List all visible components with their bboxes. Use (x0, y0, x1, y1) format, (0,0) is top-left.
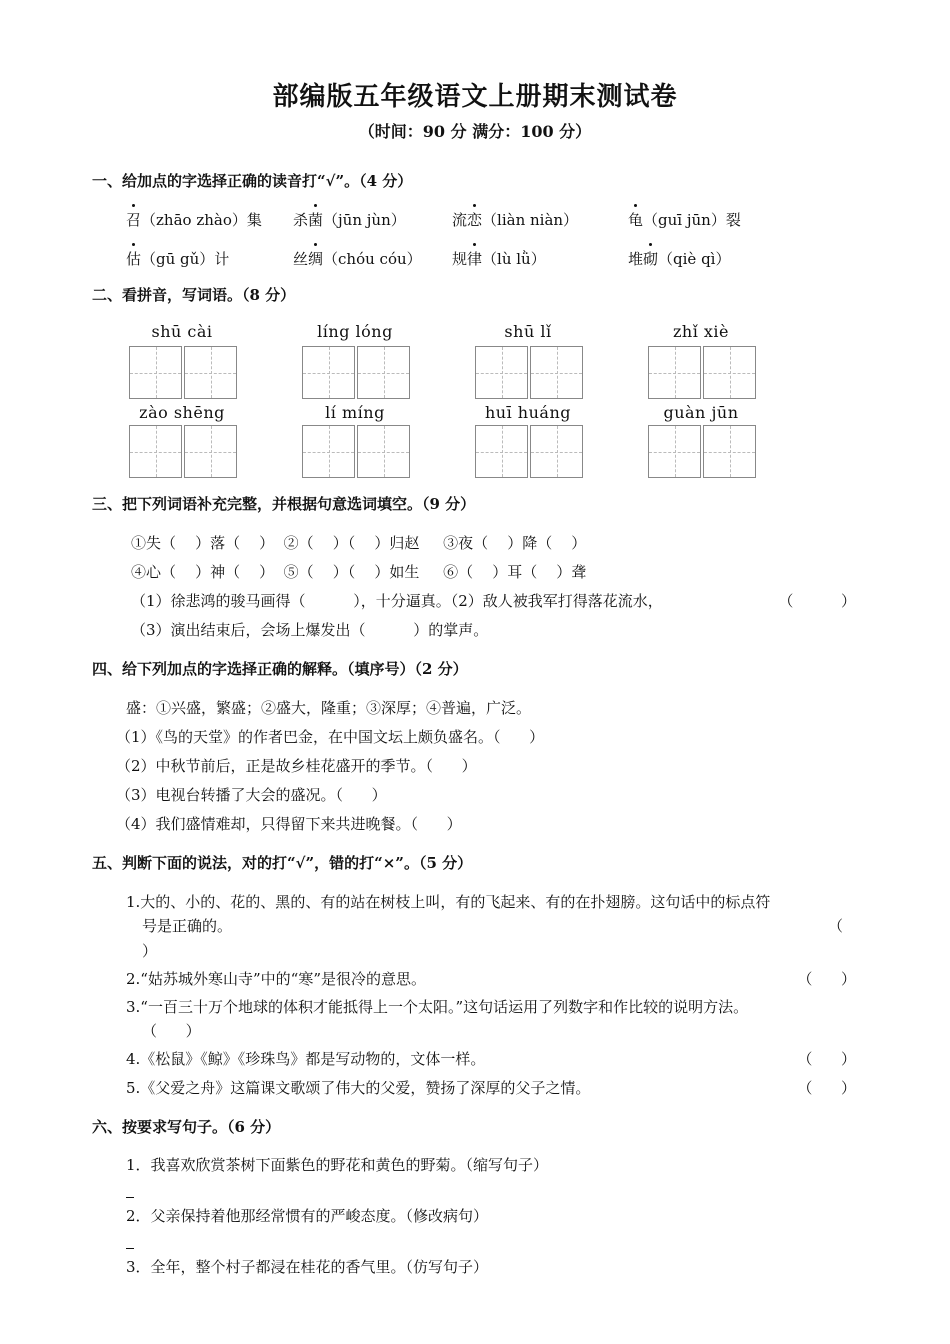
writing-box[interactable] (357, 346, 410, 399)
s3-line: ①失（ ）落（ ） ②（ ）（ ）归赵 ③夜（ ）降（ ） (131, 534, 587, 552)
pinyin-label: lí míng (325, 403, 385, 422)
s5-answer-blank[interactable]: （ ） (797, 970, 856, 988)
section-1-heading: 一、给加点的字选择正确的读音打“√”。（4 分） (92, 172, 413, 190)
writing-box[interactable] (129, 425, 182, 478)
s3-line: （1）徐悲鸿的骏马画得（ ），十分逼真。（2）敌人被我军打得落花流水， (131, 592, 663, 610)
pinyin-label: líng lóng (317, 322, 393, 341)
writing-box[interactable] (703, 346, 756, 399)
s4-definition: 盛：①兴盛，繁盛；②盛大，隆重；③深厚；④普遍，广泛。 (126, 699, 532, 717)
writing-box[interactable] (648, 425, 701, 478)
writing-box[interactable] (475, 425, 528, 478)
writing-box[interactable] (184, 425, 237, 478)
s1-item: 召（zhāo zhào）集 (126, 211, 262, 229)
s5-answer-blank[interactable]: （ ） (797, 1079, 856, 1097)
s4-item: （3）电视台转播了大会的盛况。（ ） (116, 786, 387, 804)
writing-box[interactable] (648, 346, 701, 399)
writing-box[interactable] (475, 346, 528, 399)
pinyin-label: guàn jūn (663, 403, 739, 422)
page-title: 部编版五年级语文上册期末测试卷 (272, 82, 678, 112)
writing-box[interactable] (530, 425, 583, 478)
s5-item: 1.大的、小的、花的、黑的、有的站在树枝上叫，有的飞起来、有的在扑翅膀。这句话中的标点符 (126, 893, 771, 911)
writing-box[interactable] (357, 425, 410, 478)
s1-item: 丝绸（chóu cóu） (293, 250, 422, 268)
s5-item: 5.《父爱之舟》这篇课文歌颂了伟大的父爱，赞扬了深厚的父子之情。 (126, 1079, 591, 1097)
section-2-heading: 二、看拼音，写词语。（8 分） (92, 286, 296, 304)
writing-box[interactable] (129, 346, 182, 399)
s5-item: 2.“姑苏城外寒山寺”中的“寒”是很冷的意思。 (126, 970, 426, 988)
answer-line[interactable] (126, 1196, 134, 1198)
section-6-heading: 六、按要求写句子。（6 分） (92, 1118, 281, 1136)
pinyin-label: shū cài (151, 322, 213, 341)
s1-item: 龟（guī jūn）裂 (628, 211, 741, 229)
s5-answer-blank[interactable]: （ ） (142, 1022, 201, 1040)
writing-box[interactable] (530, 346, 583, 399)
s1-item: 规律（lù lǜ） (452, 250, 546, 268)
s3-line: ④心（ ）神（ ） ⑤（ ）（ ）如生 ⑥（ ）耳（ ）聋 (131, 563, 587, 581)
s1-item: 杀菌（jūn jùn） (293, 211, 406, 229)
s1-item: 流恋（liàn niàn） (452, 211, 579, 229)
section-4-heading: 四、给下列加点的字选择正确的解释。（填序号）（2 分） (92, 660, 468, 678)
s6-item: 1．我喜欢欣赏茶树下面紫色的野花和黄色的野菊。（缩写句子） (126, 1156, 549, 1174)
s3-line: （3）演出结束后，会场上爆发出（ ）的掌声。 (131, 621, 489, 639)
section-5-heading: 五、判断下面的说法，对的打“√”，错的打“×”。（5 分） (92, 854, 473, 872)
s1-item: 估（gū gǔ）计 (126, 250, 230, 268)
s4-item: （2）中秋节前后，正是故乡桂花盛开的季节。（ ） (116, 757, 477, 775)
pinyin-label: zhǐ xiè (672, 322, 730, 341)
s1-item: 堆砌（qiè qì） (628, 250, 731, 268)
writing-box[interactable] (184, 346, 237, 399)
s5-item: 3.“一百三十万个地球的体积才能抵得上一个太阳。”这句话运用了列数字和作比较的说明方法。 (126, 998, 749, 1016)
s6-item: 3．全年，整个村子都浸在桂花的香气里。（仿写句子） (126, 1258, 489, 1276)
pinyin-label: huī huáng (484, 403, 571, 422)
answer-line[interactable] (126, 1247, 134, 1249)
pinyin-label: zào shēng (139, 403, 225, 422)
s5-item: 4.《松鼠》《鲸》《珍珠鸟》都是写动物的，文体一样。 (126, 1050, 486, 1068)
pinyin-label: shū lǐ (504, 322, 552, 341)
s5-answer-blank[interactable]: （ (828, 917, 844, 935)
s4-item: （4）我们盛情难却，只得留下来共进晚餐。（ ） (116, 815, 462, 833)
page-subtitle: （时间：90 分 满分：100 分） (358, 122, 592, 141)
s3-answer-blank[interactable]: （ ） (778, 592, 856, 610)
s4-item: （1）《鸟的天堂》的作者巴金，在中国文坛上颇负盛名。（ ） (116, 728, 545, 746)
writing-box[interactable] (302, 425, 355, 478)
writing-box[interactable] (302, 346, 355, 399)
s5-item: 号是正确的。 (142, 917, 233, 935)
section-3-heading: 三、把下列词语补充完整，并根据句意选词填空。（9 分） (92, 495, 476, 513)
writing-box[interactable] (703, 425, 756, 478)
s6-item: 2．父亲保持着他那经常惯有的严峻态度。（修改病句） (126, 1207, 489, 1225)
s5-answer-blank[interactable]: ） (142, 942, 158, 960)
s5-answer-blank[interactable]: （ ） (797, 1050, 856, 1068)
